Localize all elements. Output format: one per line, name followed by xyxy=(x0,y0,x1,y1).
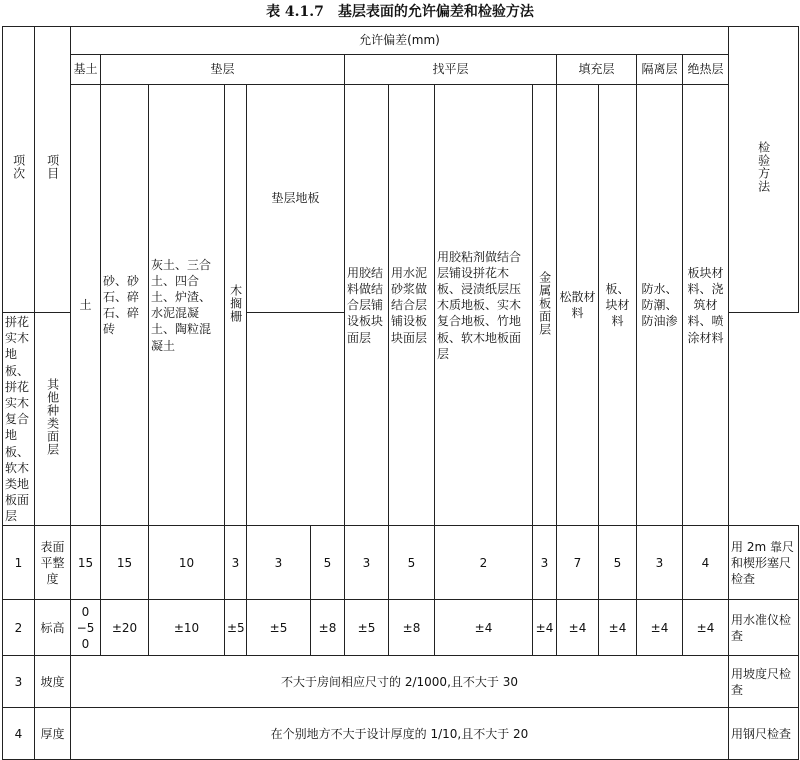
header-cushion: 垫层 xyxy=(101,55,345,85)
cell-value: ±4 xyxy=(435,600,533,656)
table-row xyxy=(3,656,799,708)
row-method: 用水准仪检查 xyxy=(729,600,799,656)
cell-value: 3 xyxy=(637,526,683,600)
row-item: 厚度 xyxy=(35,708,71,760)
header-item: 项目 xyxy=(35,27,71,313)
subheader-waterproof: 防水、防潮、防油渗 xyxy=(637,85,683,526)
cell-merged: 不大于房间相应尺寸的 2/1000,且不大于 30 xyxy=(71,656,729,708)
row-item: 表面平整度 xyxy=(35,526,71,600)
header-method: 检验方法 xyxy=(729,27,799,313)
subheader-parquet: 拼花实木地板、拼花实木复合地板、软木类地板面层 xyxy=(3,313,35,526)
subheader-adhesive-block: 用胶结料做结合层铺设板块面层 xyxy=(345,85,389,526)
cell-value: 2 xyxy=(435,526,533,600)
header-leveling: 找平层 xyxy=(345,55,557,85)
cell-value: ±5 xyxy=(345,600,389,656)
cell-value: 5 xyxy=(311,526,345,600)
cell-value: ±5 xyxy=(247,600,311,656)
cell-value: ±5 xyxy=(225,600,247,656)
tolerance-table xyxy=(2,26,799,760)
header-tolerance: 允许偏差(mm) xyxy=(71,27,729,55)
table-row xyxy=(3,708,799,760)
row-item: 标高 xyxy=(35,600,71,656)
table-row xyxy=(3,600,799,656)
cell-value: 7 xyxy=(557,526,599,600)
row-method: 用 2m 靠尺和楔形塞尺检查 xyxy=(729,526,799,600)
header-filling: 填充层 xyxy=(557,55,637,85)
cell-merged: 在个别地方不大于设计厚度的 1/10,且不大于 20 xyxy=(71,708,729,760)
table-caption: 表 4.1.7 基层表面的允许偏差和检验方法 xyxy=(266,4,534,20)
subheader-other-floor: 其他种类面层 xyxy=(35,313,71,526)
row-seq: 3 xyxy=(3,656,35,708)
row-method: 用钢尺检查 xyxy=(729,708,799,760)
subheader-lime-soil: 灰土、三合土、四合土、炉渣、水泥混凝土、陶粒混凝土 xyxy=(149,85,225,526)
cell-value: 3 xyxy=(345,526,389,600)
cell-value: 3 xyxy=(225,526,247,600)
cell-value: ±10 xyxy=(149,600,225,656)
row-seq: 4 xyxy=(3,708,35,760)
subheader-metal-plate: 金属板面层 xyxy=(533,85,557,526)
subheader-cushion-floor: 垫层地板 xyxy=(247,85,345,313)
cell-value: 3 xyxy=(247,526,311,600)
row-seq: 2 xyxy=(3,600,35,656)
row-seq: 1 xyxy=(3,526,35,600)
cell-value: 10 xyxy=(149,526,225,600)
header-insulation: 绝热层 xyxy=(683,55,729,85)
cell-value: 15 xyxy=(101,526,149,600)
header-base-soil: 基土 xyxy=(71,55,101,85)
cell-value: ±4 xyxy=(683,600,729,656)
subheader-wood-joist: 木搁栅 xyxy=(225,85,247,526)
cell-value: 0 −50 xyxy=(71,600,101,656)
subheader-insulation-mat: 板块材料、浇筑材料、喷涂材料 xyxy=(683,85,729,526)
row-item: 坡度 xyxy=(35,656,71,708)
subheader-adhesive-wood: 用胶粘剂做结合层铺设拼花木板、浸渍纸层压木质地板、实木复合地板、竹地板、软木地板面层 xyxy=(435,85,533,526)
cell-value: ±4 xyxy=(637,600,683,656)
cell-value: ±20 xyxy=(101,600,149,656)
subheader-sand-gravel: 砂、砂石、碎石、碎砖 xyxy=(101,85,149,526)
subheader-loose: 松散材料 xyxy=(557,85,599,526)
subheader-soil: 土 xyxy=(71,85,101,526)
cell-value: ±4 xyxy=(533,600,557,656)
subheader-plate-block: 板、块材料 xyxy=(599,85,637,526)
cell-value: 5 xyxy=(389,526,435,600)
cell-value: ±4 xyxy=(599,600,637,656)
header-isolation: 隔离层 xyxy=(637,55,683,85)
header-seq: 项次 xyxy=(3,27,35,313)
cell-value: ±8 xyxy=(311,600,345,656)
cell-value: ±4 xyxy=(557,600,599,656)
cell-value: 15 xyxy=(71,526,101,600)
cell-value: 3 xyxy=(533,526,557,600)
cell-value: 5 xyxy=(599,526,637,600)
subheader-mortar-block: 用水泥砂浆做结合层铺设板块面层 xyxy=(389,85,435,526)
table-row xyxy=(3,526,799,600)
row-method: 用坡度尺检查 xyxy=(729,656,799,708)
cell-value: ±8 xyxy=(389,600,435,656)
cell-value: 4 xyxy=(683,526,729,600)
